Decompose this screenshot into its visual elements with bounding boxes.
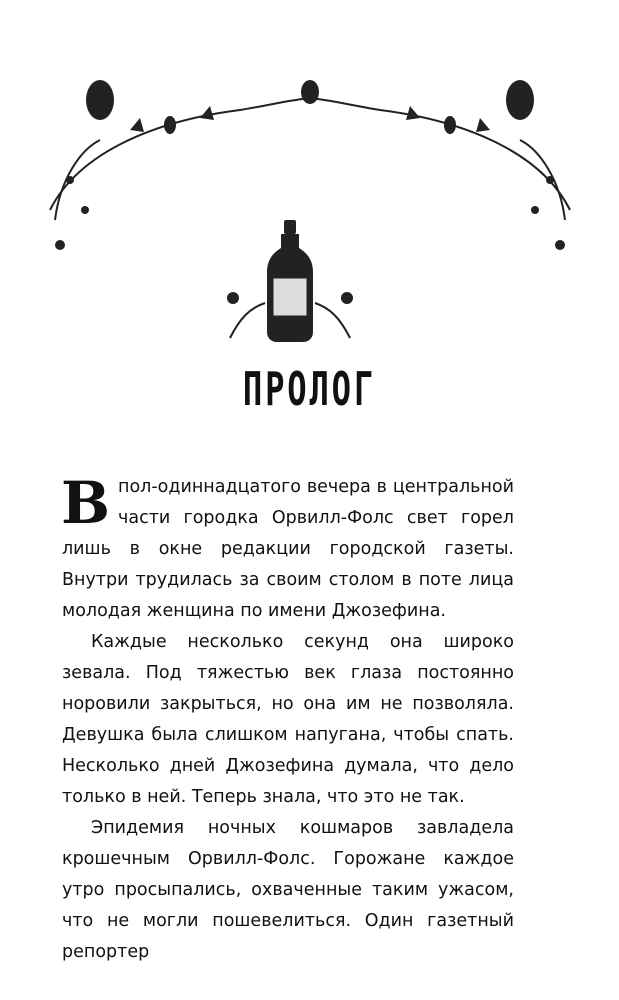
bottle-illustration [215,218,365,348]
chapter-title: ПРОЛОГ [242,362,377,416]
paragraph-2: Каждые несколько секунд она широко зевала. Под тяжестью век глаза постоянно норовили закрыться, но она им не позволяла. Девушка была слишком напугана, чтобы спать. Несколько дней Джозефина думала, что дело только в ней. Теперь знала, что это не так. [62,632,514,807]
paragraph-1: Впол-одиннадцатого вечера в центральной части городка Орвилл-Фолс свет горел лишь в окне редакции городской газеты. Внутри трудилась за своим столом в поте лица молодая женщина по имени Джозефина. [61,469,514,621]
body-text [61,469,514,968]
drop-cap: В [61,469,111,537]
paragraph-3: Эпидемия ночных кошмаров завладела крошечным Орвилл-Фолс. Горожане каждое утро просыпались, охваченные таким ужасом, что не могли пошевелиться. Один газетный репортер [62,818,514,962]
